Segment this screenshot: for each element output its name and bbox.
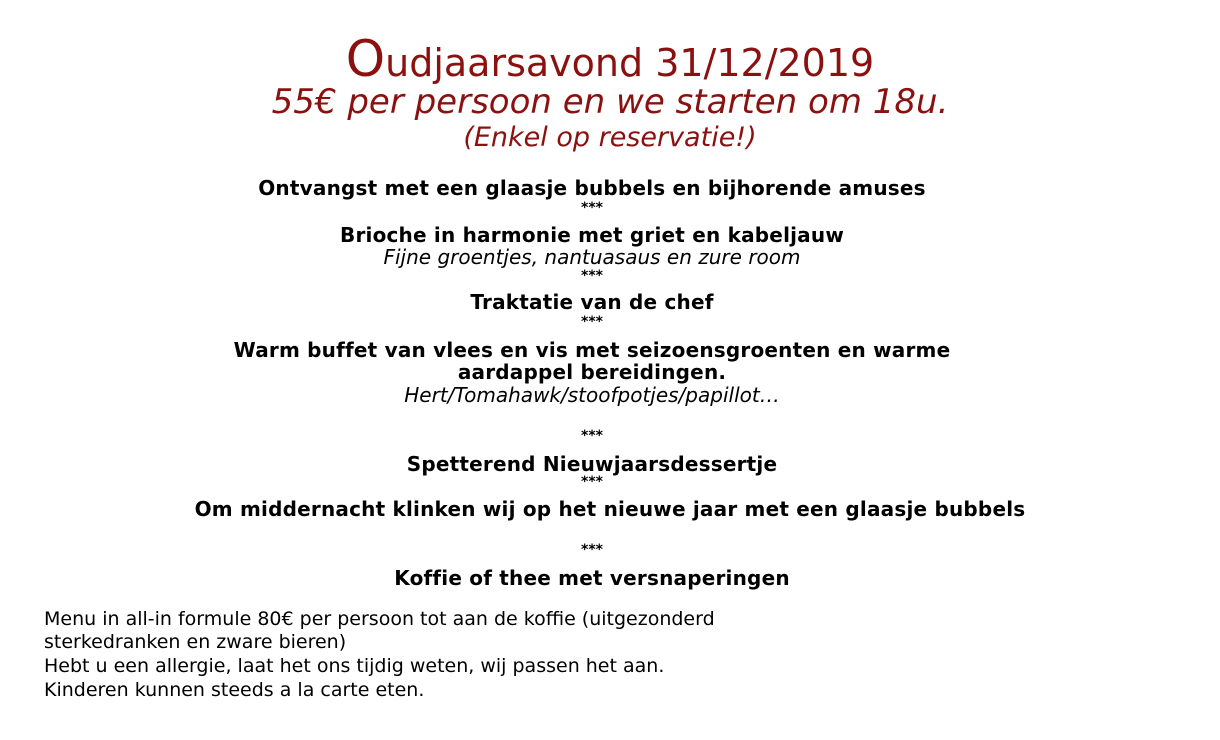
menu-coffee: Koffie of thee met versnaperingen (394, 566, 790, 590)
menu-buffet-line1: Warm buffet van vlees en vis met seizoensgroenten en warme (233, 338, 951, 362)
separator: *** (581, 200, 603, 216)
info-allergy: Hebt u een allergie, laat het ons tijdig weten, wij passen het aan. (44, 655, 665, 677)
menu-buffet-line2: aardappel bereidingen. (457, 360, 727, 384)
page-title (0, 30, 1220, 88)
menu-chef-treat: Traktatie van de chef (470, 290, 714, 314)
menu-buffet-desc: Hert/Tomahawk/stoofpotjes/papillot… (404, 383, 780, 407)
reservation-note: (Enkel op reservatie!) (463, 122, 757, 153)
menu-reception: Ontvangst met een glaasje bubbels en bijhorende amuses (258, 176, 926, 200)
separator: *** (581, 268, 603, 284)
menu-starter: Brioche in harmonie met griet en kabeljauw (340, 223, 844, 247)
menu-starter-desc: Fijne groentjes, nantuasaus en zure room (383, 245, 801, 269)
title-text: udjaarsavond 31/12/2019 (385, 41, 875, 85)
separator: *** (581, 542, 603, 558)
info-kids: Kinderen kunnen steeds a la carte eten. (44, 679, 425, 701)
title-initial: O (345, 30, 386, 88)
info-allin-line2: sterkedranken en zware bieren) (44, 631, 347, 653)
separator: *** (581, 428, 603, 444)
price-line: 55€ per persoon en we starten om 18u. (271, 82, 949, 122)
info-allin-line1: Menu in all-in formule 80€ per persoon tot aan de koffie (uitgezonderd (44, 608, 715, 630)
menu-dessert: Spetterend Nieuwjaarsdessertje (406, 452, 778, 476)
menu-midnight: Om middernacht klinken wij op het nieuwe jaar met een glaasje bubbels (194, 497, 1026, 521)
separator: *** (581, 474, 603, 490)
separator: *** (581, 314, 603, 330)
